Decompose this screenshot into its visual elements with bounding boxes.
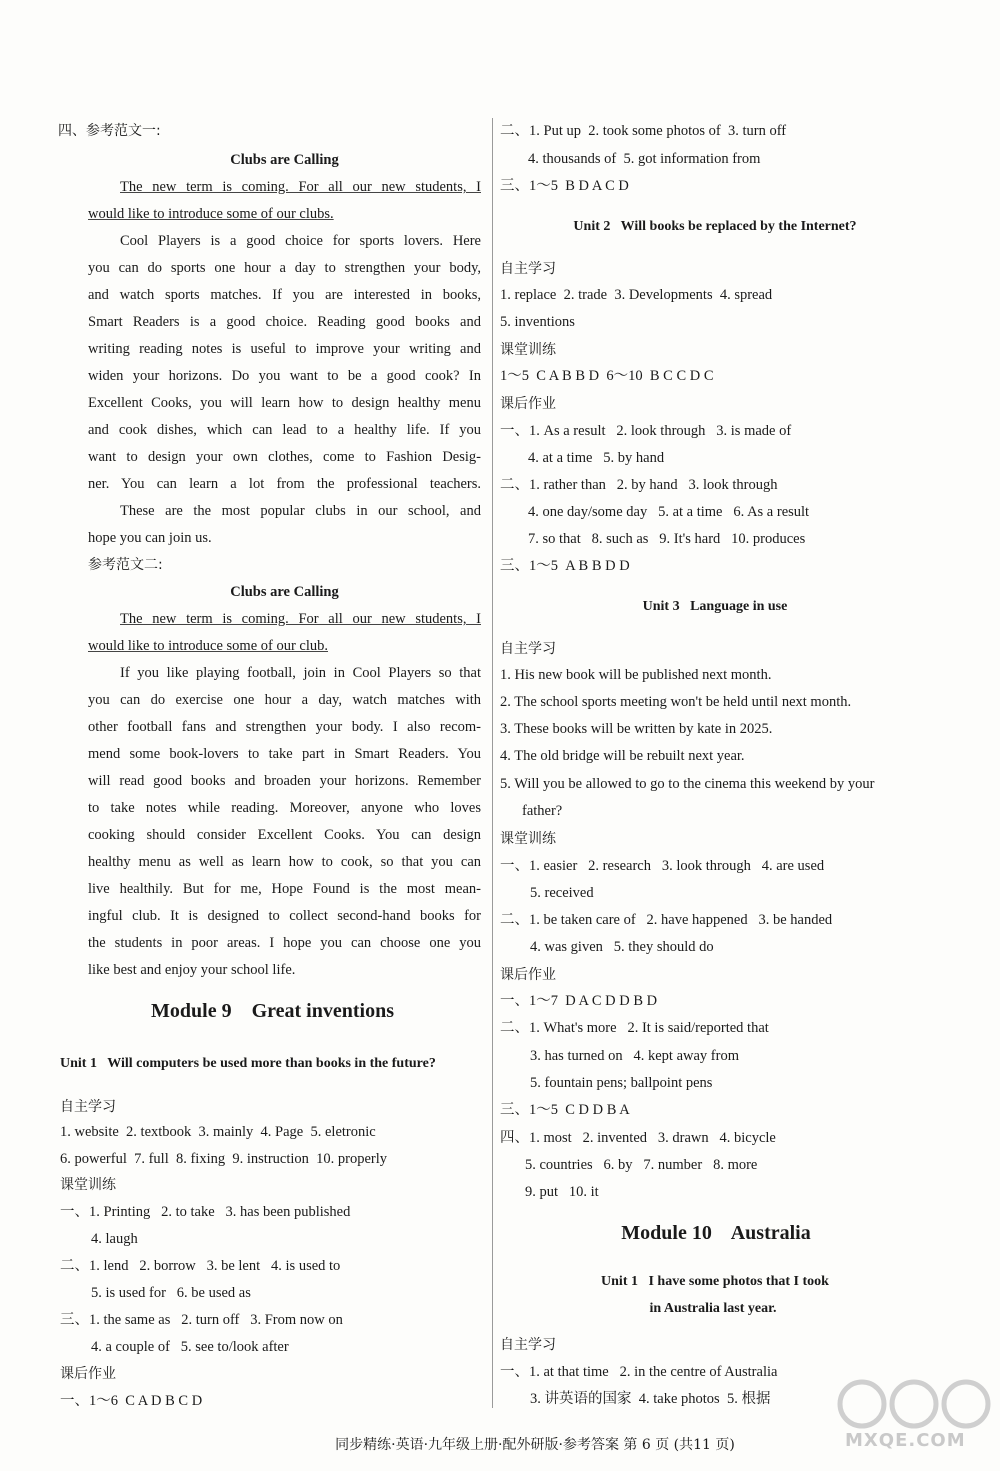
answer-line: 5. is used for 6. be used as	[91, 1285, 251, 1301]
answer-line: 4. at a time 5. by hand	[528, 450, 665, 466]
essay1-line: ner. You can learn a lot from the professional teachers.	[88, 476, 481, 492]
essay2-line: The new term is coming. For all our new students, I	[120, 611, 481, 627]
essay2-line: ingful club. It is designed to collect second-hand books for	[88, 908, 481, 924]
answer-line: 3. These books will be written by kate in 2025.	[500, 721, 773, 737]
essay1-heading: 四、参考范文一:	[58, 123, 161, 139]
answer-line: 5. countries 6. by 7. number 8. more	[525, 1157, 758, 1173]
answer-line: 一、1. at that time 2. in the centre of Australia	[500, 1364, 778, 1380]
essay2-heading: 参考范文二:	[88, 557, 163, 573]
essay1-line: want to design your own clothes, come to Fashion Desig-	[88, 449, 481, 465]
answer-line: 2. The school sports meeting won't be held until next month.	[500, 694, 852, 710]
essay1-title: Clubs are Calling	[230, 152, 339, 168]
answer-line: 1. website 2. textbook 3. mainly 4. Page 5. eletronic	[60, 1124, 376, 1140]
essay1-line: The new term is coming. For all our new students, I	[120, 179, 481, 195]
answer-line: 5. fountain pens; ballpoint pens	[530, 1075, 713, 1091]
unit2-title: Unit 2 Will books be replaced by the Internet?	[573, 219, 857, 234]
module9-unit1-title: Unit 1 Will computers be used more than books in the future?	[60, 1056, 436, 1071]
answer-line: 4. was given 5. they should do	[530, 939, 714, 955]
answer-line: 二、1. be taken care of 2. have happened 3. be handed	[500, 912, 833, 928]
answer-line: 9. put 10. it	[525, 1184, 599, 1200]
section-label: 课后作业	[500, 396, 556, 412]
answer-line: 5. Will you be allowed to go to the cinema this weekend by your	[500, 776, 875, 792]
watermark-text: MXQE.COM	[845, 1430, 966, 1451]
answer-line: 4. one day/some day 5. at a time 6. As a result	[528, 504, 810, 520]
section-label: 课堂训练	[500, 342, 556, 358]
answer-line: 三、1. the same as 2. turn off 3. From now on	[60, 1312, 343, 1328]
answer-line: 四、1. most 2. invented 3. drawn 4. bicycle	[500, 1130, 776, 1146]
answer-line: 3. has turned on 4. kept away from	[530, 1048, 739, 1064]
essay1-line: would like to introduce some of our clubs.	[88, 206, 334, 222]
essay2-line: mend some book-lovers to take part in Smart Readers. You	[88, 746, 481, 762]
essay2-title: Clubs are Calling	[230, 584, 339, 600]
essay2-line: you can do exercise one hour a day, watch matches with	[88, 692, 481, 708]
essay1-line: Smart Readers is a good choice. Reading good books and	[88, 314, 481, 330]
essay1-line: widen your horizons. Do you want to be a good cook? In	[88, 368, 481, 384]
answer-line: 二、1. rather than 2. by hand 3. look through	[500, 477, 778, 493]
answer-line: 三、1～5 B D A C D	[500, 178, 629, 194]
section-label: 自主学习	[500, 641, 556, 657]
essay1-line: hope you can join us.	[88, 530, 212, 546]
answer-line: father?	[522, 803, 563, 819]
answer-line: 一、1. As a result 2. look through 3. is made of	[500, 423, 792, 439]
essay2-line: other football fans and strengthen your body. I also recom-	[88, 719, 481, 735]
answer-line: 二、1. What's more 2. It is said/reported that	[500, 1020, 769, 1036]
answer-line: 5. received	[530, 885, 594, 901]
essay2-line: to take notes while reading. Moreover, anyone who loves	[88, 800, 481, 816]
essay2-line: If you like playing football, join in Cool Players so that	[120, 665, 481, 681]
answer-line: 1. replace 2. trade 3. Developments 4. spread	[500, 287, 773, 303]
answer-line: 6. powerful 7. full 8. fixing 9. instruction 10. properly	[60, 1151, 388, 1167]
answer-line: 二、1. lend 2. borrow 3. be lent 4. is used to	[60, 1258, 341, 1274]
answer-line: 一、1. easier 2. research 3. look through 4. are used	[500, 858, 825, 874]
essay2-line: healthy menu as well as learn how to cook, so that you can	[88, 854, 481, 870]
answer-line: 二、1. Put up 2. took some photos of 3. turn off	[500, 123, 787, 139]
answer-line: 5. inventions	[500, 314, 575, 330]
essay2-line: live healthily. But for me, Hope Found is the most mean-	[88, 881, 481, 897]
answer-line: 4. a couple of 5. see to/look after	[91, 1339, 289, 1355]
section-label: 自主学习	[500, 261, 556, 277]
essay2-line: cooking should consider Excellent Cooks. You can design	[88, 827, 481, 843]
answer-line: 4. laugh	[91, 1231, 138, 1247]
answer-line: 3. 讲英语的国家 4. take photos 5. 根据	[530, 1391, 771, 1407]
essay2-line: like best and enjoy your school life.	[88, 962, 296, 978]
essay1-line: and cook dishes, which can lead to a healthy life. If you	[88, 422, 481, 438]
essay1-line: Cool Players is a good choice for sports lovers. Here	[120, 233, 481, 249]
answer-line: 1～5 C A B B D 6～10 B C C D C	[500, 368, 714, 384]
answer-line: 三、1～5 A B B D D	[500, 558, 630, 574]
column-divider	[492, 118, 493, 1408]
answer-line: 7. so that 8. such as 9. It's hard 10. produces	[528, 531, 806, 547]
answer-line: 4. The old bridge will be rebuilt next year.	[500, 748, 745, 764]
answer-line: 三、1～5 C D D B A	[500, 1102, 630, 1118]
unit3-title: Unit 3 Language in use	[642, 599, 788, 614]
essay1-line: These are the most popular clubs in our school, and	[120, 503, 481, 519]
section-label: 课后作业	[60, 1366, 116, 1382]
module9-title: Module 9 Great inventions	[151, 1000, 394, 1022]
section-label: 自主学习	[60, 1099, 116, 1115]
essay2-line: will read good books and broaden your horizons. Remember	[88, 773, 481, 789]
module10-unit1-title: Unit 1 I have some photos that I took	[601, 1274, 829, 1289]
answer-line: 一、1～7 D A C D D B D	[500, 993, 658, 1009]
module10-unit1-title-cont: in Australia last year.	[649, 1301, 777, 1316]
answer-line: 一、1. Printing 2. to take 3. has been published	[60, 1204, 351, 1220]
section-label: 课堂训练	[60, 1177, 116, 1193]
answer-line: 4. thousands of 5. got information from	[528, 151, 761, 167]
essay2-line: the students in poor areas. I hope you can choose one you	[88, 935, 481, 951]
answer-line: 1. His new book will be published next month.	[500, 667, 772, 683]
section-label: 课后作业	[500, 967, 556, 983]
section-label: 自主学习	[500, 1337, 556, 1353]
essay1-line: writing reading notes is useful to improve your writing and	[88, 341, 481, 357]
essay1-line: and watch sports matches. If you are interested in books,	[88, 287, 481, 303]
essay1-line: Excellent Cooks, you will learn how to design healthy menu	[88, 395, 481, 411]
section-label: 课堂训练	[500, 831, 556, 847]
essay2-line: would like to introduce some of our club.	[88, 638, 329, 654]
page-footer: 同步精练·英语·九年级上册·配外研版·参考答案 第 6 页 (共11 页)	[335, 1437, 735, 1453]
answer-line: 一、1～6 C A D B C D	[60, 1393, 203, 1409]
module10-title: Module 10 Australia	[621, 1222, 811, 1244]
essay1-line: you can do sports one hour a day to strengthen your body,	[88, 260, 481, 276]
